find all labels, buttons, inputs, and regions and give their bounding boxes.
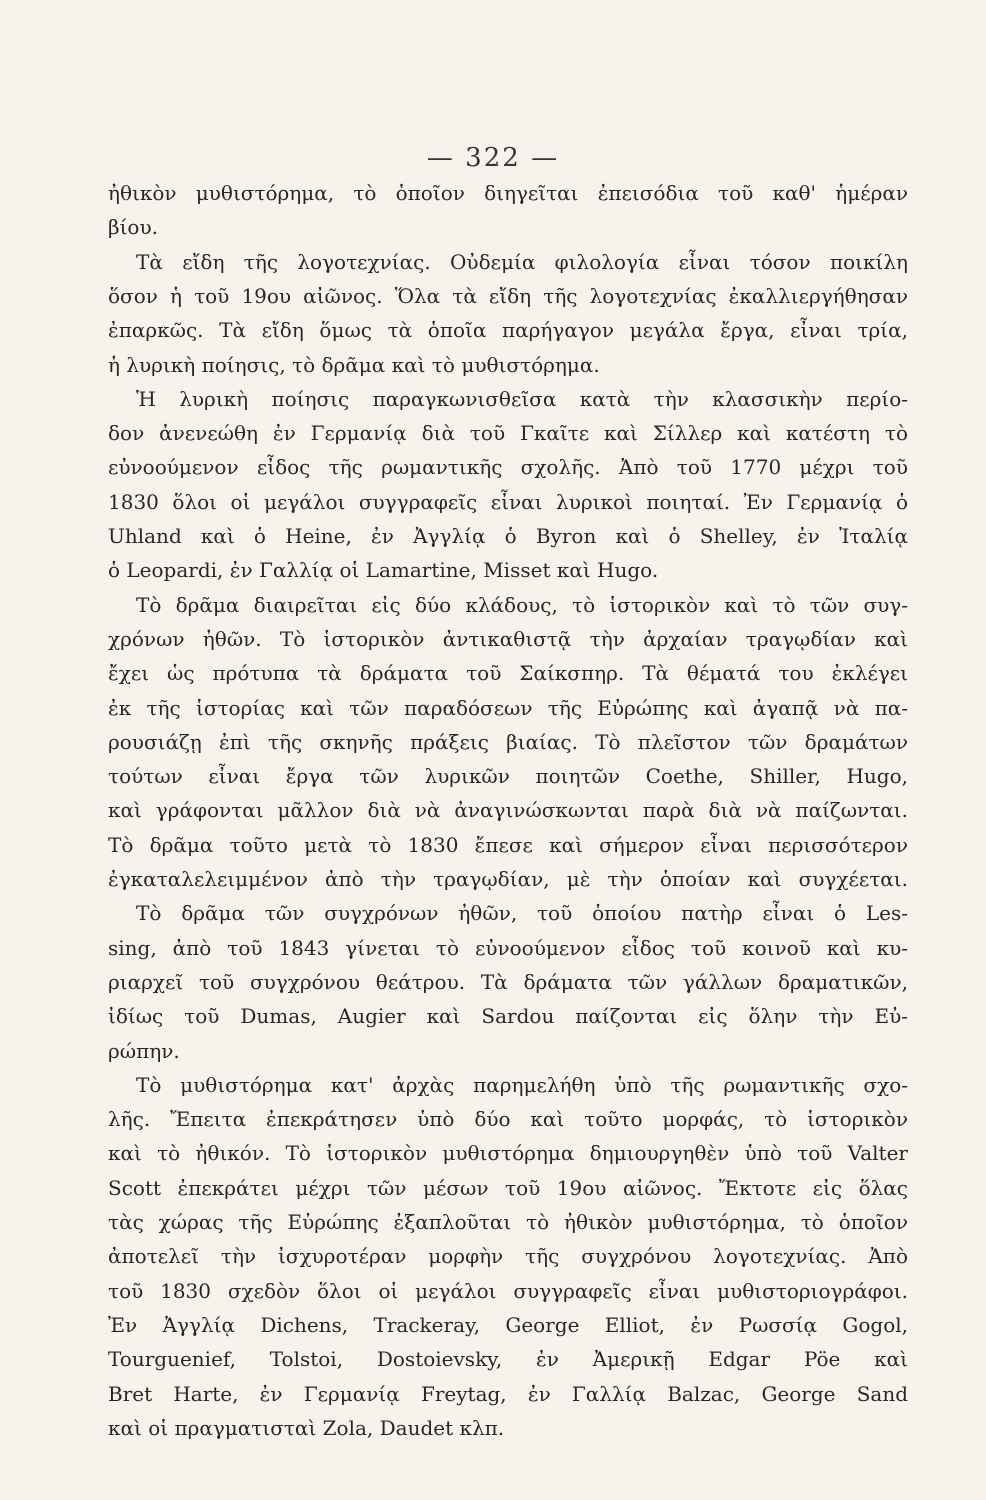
text-line: Bret Harte, ἐν Γερμανίᾳ Freytag, ἐν Γαλλίᾳ Balzac, George Sand	[108, 1381, 908, 1406]
text-line: ἐπαρκῶς. Τὰ εἴδη ὅμως τὰ ὁποῖα παρήγαγον μεγάλα ἔργα, εἶναι τρία,	[108, 318, 908, 343]
text-line: καὶ τὸ ἠθικόν. Τὸ ἱστορικὸν μυθιστόρημα δημιουργηθὲν ὑπὸ τοῦ Valter	[108, 1141, 908, 1166]
text-line: Τὰ εἴδη τῆς λογοτεχνίας. Οὐδεμία φιλολογία εἶναι τόσον ποικίλη	[136, 249, 908, 274]
text-line: δον ἀνενεώθη ἐν Γερμανίᾳ διὰ τοῦ Γκαῖτε καὶ Σίλλερ καὶ κατέστη τὸ	[108, 421, 908, 446]
text-line: καὶ οἱ πραγματισταὶ Zola, Daudet κλπ.	[108, 1415, 505, 1440]
text-line: Tourguenief, Tolstoi, Dostoievsky, ἐν Ἀμερικῇ Edgar Pöe καὶ	[108, 1347, 908, 1372]
text-line: Ἐν Ἀγγλίᾳ Dichens, Trackeray, George Elliot, ἐν Ρωσσίᾳ Gogol,	[108, 1312, 908, 1337]
text-line: ρουσιάζῃ ἐπὶ τῆς σκηνῆς πράξεις βιαίας. Τὸ πλεῖστον τῶν δραμάτων	[108, 729, 908, 754]
text-line: τούτων εἶναι ἔργα τῶν λυρικῶν ποιητῶν Coethe, Shiller, Hugo,	[108, 764, 908, 789]
text-line: ἀποτελεῖ τὴν ἰσχυροτέραν μορφὴν τῆς συγχρόνου λογοτεχνίας. Ἀπὸ	[108, 1244, 908, 1269]
text-line: 1830 ὅλοι οἱ μεγάλοι συγγραφεῖς εἶναι λυρικοὶ ποιηταί. Ἐν Γερμανίᾳ ὁ	[108, 489, 908, 514]
text-line: ριαρχεῖ τοῦ συγχρόνου θεάτρου. Τὰ δράματα τῶν γάλλων δραματικῶν,	[108, 969, 908, 994]
text-line: Scott ἐπεκράτει μέχρι τῶν μέσων τοῦ 19ου αἰῶνος. Ἔκτοτε εἰς ὅλας	[108, 1175, 908, 1200]
text-line: τὰς χώρας τῆς Εὐρώπης ἐξαπλοῦται τὸ ἠθικὸν μυθιστόρημα, τὸ ὁποῖον	[108, 1210, 908, 1234]
text-line: sing, ἀπὸ τοῦ 1843 γίνεται τὸ εὐνοούμενον εἶδος τοῦ κοινοῦ καὶ κυ-	[108, 935, 908, 960]
text-line: Ἡ λυρικὴ ποίησις παραγκωνισθεῖσα κατὰ τὴν κλασσικὴν περίο-	[136, 386, 908, 411]
text-line: τοῦ 1830 σχεδὸν ὅλοι οἱ μεγάλοι συγγραφεῖς εἶναι μυθιστοριογράφοι.	[108, 1278, 908, 1303]
text-line: Uhland καὶ ὁ Heine, ἐν Ἀγγλίᾳ ὁ Byron καὶ ὁ Shelley, ἐν Ἰταλίᾳ	[108, 524, 908, 548]
text-line: χρόνων ἠθῶν. Τὸ ἱστορικὸν ἀντικαθιστᾷ τὴν ἀρχαίαν τραγῳδίαν καὶ	[108, 626, 908, 651]
text-line: βίου.	[108, 215, 158, 240]
text-line: ἔχει ὡς πρότυπα τὰ δράματα τοῦ Σαίκσπηρ. Τὰ θέματά του ἐκλέγει	[108, 661, 908, 686]
text-line: Τὸ δρᾶμα διαιρεῖται εἰς δύο κλάδους, τὸ ἱστορικὸν καὶ τὸ τῶν συγ-	[136, 592, 908, 617]
page-number: — 322 —	[426, 143, 560, 173]
text-line: εὐνοούμενον εἶδος τῆς ρωμαντικῆς σχολῆς. Ἀπὸ τοῦ 1770 μέχρι τοῦ	[108, 455, 908, 480]
text-line: ἐγκαταλελειμμένον ἀπὸ τὴν τραγῳδίαν, μὲ τὴν ὁποίαν καὶ συγχέεται.	[108, 867, 908, 891]
text-line: ὁ Leopardi, ἐν Γαλλίᾳ οἱ Lamartine, Misset καὶ Hugo.	[108, 558, 659, 583]
text-line: ὅσον ἡ τοῦ 19ου αἰῶνος. Ὅλα τὰ εἴδη τῆς λογοτεχνίας ἐκαλλιεργήθησαν	[108, 283, 908, 308]
text-line: ἰδίως τοῦ Dumas, Augier καὶ Sardou παίζονται εἰς ὅλην τὴν Εὐ-	[108, 1004, 908, 1029]
text-line: Τὸ δρᾶμα τοῦτο μετὰ τὸ 1830 ἔπεσε καὶ σήμερον εἶναι περισσότερον	[108, 832, 908, 857]
text-line: Τὸ μυθιστόρημα κατ' ἀρχὰς παρημελήθη ὑπὸ τῆς ρωμαντικῆς σχο-	[136, 1072, 908, 1097]
text-line: Τὸ δρᾶμα τῶν συγχρόνων ἠθῶν, τοῦ ὁποίου πατὴρ εἶναι ὁ Les-	[136, 901, 908, 926]
text-line: ἐκ τῆς ἱστορίας καὶ τῶν παραδόσεων τῆς Εὐρώπης καὶ ἀγαπᾷ νὰ πα-	[108, 695, 908, 720]
text-line: ρώπην.	[108, 1038, 180, 1063]
text-line: ἡ λυρικὴ ποίησις, τὸ δρᾶμα καὶ τὸ μυθιστόρημα.	[108, 352, 600, 377]
text-line: λῆς. Ἔπειτα ἐπεκράτησεν ὑπὸ δύο καὶ τοῦτο μορφάς, τὸ ἱστορικὸν	[108, 1107, 908, 1132]
text-line: ἠθικὸν μυθιστόρημα, τὸ ὁποῖον διηγεῖται ἐπεισόδια τοῦ καθ' ἡμέραν	[108, 181, 908, 205]
text-line: καὶ γράφονται μᾶλλον διὰ νὰ ἀναγινώσκωνται παρὰ διὰ νὰ παίζωνται.	[108, 798, 908, 823]
